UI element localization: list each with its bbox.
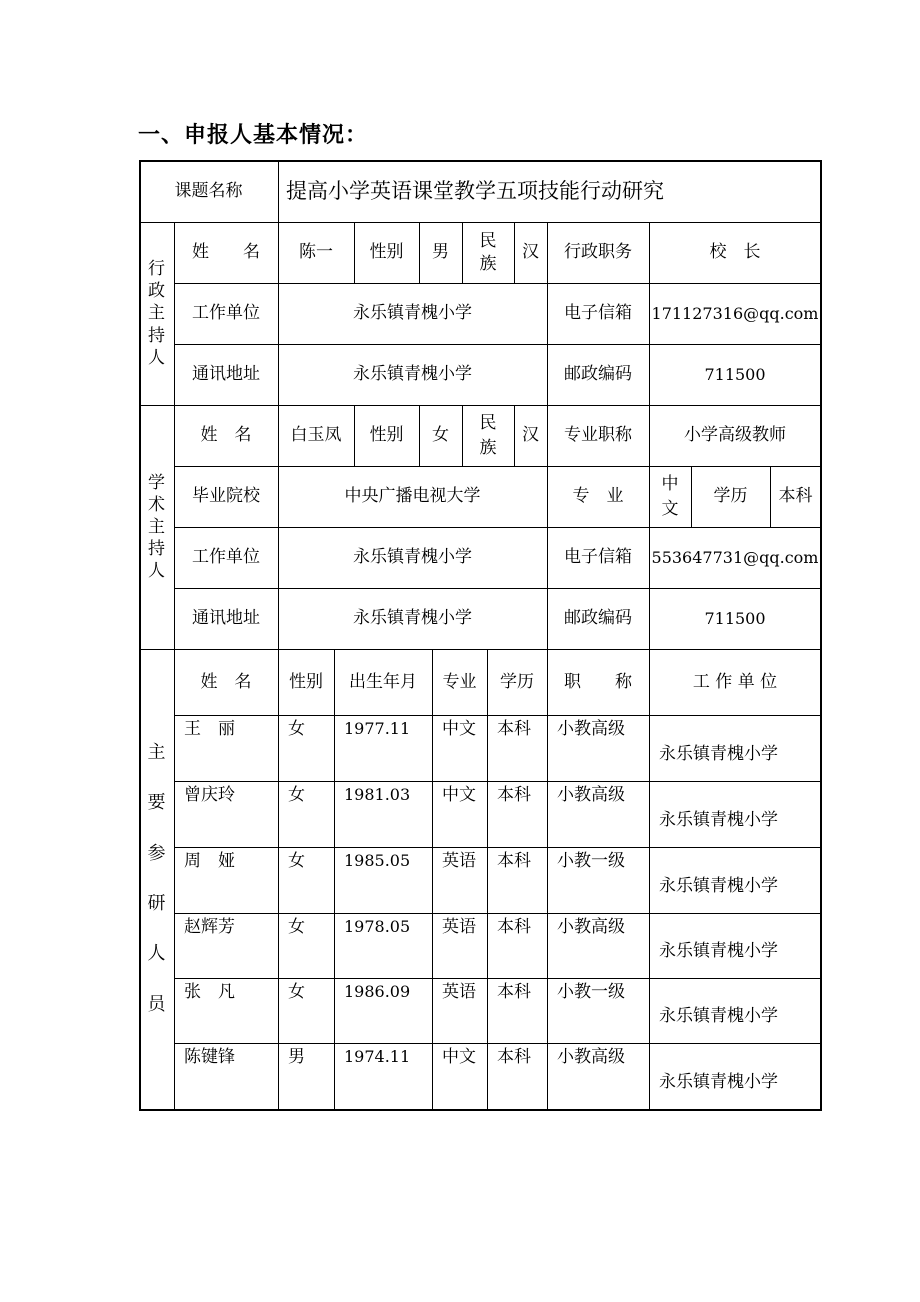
academic-postcode-label: 邮政编码 — [564, 608, 632, 629]
academic-host-label-char: 持 — [148, 539, 165, 560]
academic-email-label: 电子信箱 — [564, 547, 632, 568]
section-heading: 一、申报人基本情况： — [138, 123, 369, 148]
academic-name-value: 白玉凤 — [290, 425, 342, 446]
member-gender: 女 — [288, 982, 305, 1002]
academic-school-label: 毕业院校 — [192, 486, 260, 507]
admin-host-label-char: 行 — [148, 259, 165, 280]
academic-host-label-char: 主 — [148, 516, 165, 537]
member-gender: 女 — [288, 785, 305, 805]
member-birth: 1985.05 — [344, 851, 411, 870]
members-label — [139, 649, 174, 1109]
members-label-char: 参 — [147, 842, 166, 864]
member-degree: 本科 — [497, 982, 531, 1002]
member-title: 小教一级 — [557, 851, 625, 871]
admin-email-label: 电子信箱 — [564, 303, 632, 324]
admin-name-label: 姓 名 — [192, 242, 260, 263]
member-gender: 男 — [288, 1047, 305, 1067]
admin-host-label-char: 持 — [148, 325, 165, 346]
header-degree: 学历 — [500, 671, 534, 692]
member-workplace: 永乐镇青槐小学 — [659, 1071, 778, 1092]
admin-postcode-label: 邮政编码 — [564, 364, 632, 385]
member-major: 英语 — [442, 982, 476, 1002]
members-label-char: 主 — [147, 741, 166, 763]
admin-email-value: 171127316@qq.com — [651, 303, 819, 323]
members-label-char: 要 — [147, 792, 166, 814]
admin-host-label-char: 政 — [148, 281, 165, 302]
admin-position-label: 行政职务 — [564, 242, 632, 263]
member-major: 英语 — [442, 917, 476, 937]
member-name: 赵辉芳 — [184, 917, 235, 937]
header-major: 专业 — [442, 671, 477, 692]
header-name: 姓 名 — [200, 671, 252, 692]
member-gender: 女 — [288, 719, 305, 739]
member-name: 王 丽 — [184, 719, 235, 739]
member-birth: 1981.03 — [344, 785, 411, 804]
member-workplace: 永乐镇青槐小学 — [659, 1006, 778, 1027]
admin-position-value: 校 长 — [709, 242, 761, 263]
member-birth: 1986.09 — [344, 982, 411, 1001]
member-degree: 本科 — [497, 1047, 531, 1067]
admin-ethnic-value: 汉 — [522, 242, 539, 263]
member-birth: 1974.11 — [344, 1047, 411, 1066]
academic-major-label: 专 业 — [572, 486, 624, 507]
grid-line-horizontal — [139, 1109, 822, 1111]
admin-name-value: 陈一 — [299, 242, 333, 263]
member-title: 小教高级 — [557, 719, 625, 739]
academic-ethnic-label: 民族 — [479, 412, 497, 458]
academic-gender-value: 女 — [432, 425, 449, 446]
member-major: 中文 — [442, 1047, 476, 1067]
member-birth: 1977.11 — [344, 719, 411, 738]
members-label-char: 研 — [147, 893, 166, 914]
member-title: 小教高级 — [557, 917, 625, 937]
academic-major-value: 中文 — [661, 473, 679, 519]
member-workplace: 永乐镇青槐小学 — [659, 941, 778, 962]
member-workplace: 永乐镇青槐小学 — [659, 743, 778, 764]
academic-host-label-char: 人 — [148, 561, 165, 582]
member-name: 曾庆玲 — [184, 785, 235, 805]
member-degree: 本科 — [497, 851, 531, 871]
member-title: 小教一级 — [557, 982, 625, 1002]
academic-address-label: 通讯地址 — [192, 608, 260, 629]
member-title: 小教高级 — [557, 1047, 625, 1067]
academic-host-label — [139, 405, 174, 649]
academic-host-label-char: 术 — [148, 494, 165, 515]
academic-host-label-char: 学 — [148, 472, 165, 493]
member-title: 小教高级 — [557, 785, 625, 805]
academic-email-value: 553647731@qq.com — [651, 547, 819, 567]
academic-degree-label: 学历 — [713, 486, 748, 507]
member-gender: 女 — [288, 851, 305, 871]
academic-degree-value: 本科 — [778, 486, 813, 507]
project-name-value: 提高小学英语课堂教学五项技能行动研究 — [286, 178, 664, 203]
academic-workplace-value: 永乐镇青槐小学 — [353, 547, 472, 568]
academic-gender-label: 性别 — [369, 425, 404, 446]
admin-address-label: 通讯地址 — [192, 364, 260, 385]
member-workplace: 永乐镇青槐小学 — [659, 809, 778, 830]
header-workplace: 工 作 单 位 — [692, 671, 778, 692]
academic-ethnic-value: 汉 — [522, 425, 539, 446]
academic-school-value: 中央广播电视大学 — [344, 486, 481, 507]
admin-gender-label: 性别 — [369, 242, 404, 263]
academic-workplace-label: 工作单位 — [192, 547, 260, 568]
admin-workplace-label: 工作单位 — [192, 303, 260, 324]
member-gender: 女 — [288, 917, 305, 937]
admin-host-label-char: 人 — [148, 347, 165, 368]
member-birth: 1978.05 — [344, 917, 411, 936]
academic-title-label: 专业职称 — [564, 425, 632, 446]
admin-workplace-value: 永乐镇青槐小学 — [353, 303, 472, 324]
members-label-char: 人 — [147, 943, 166, 965]
member-name: 陈键锋 — [184, 1047, 235, 1067]
member-name: 张 凡 — [184, 982, 235, 1002]
member-major: 中文 — [442, 719, 476, 739]
header-title: 职 称 — [564, 671, 632, 692]
member-degree: 本科 — [497, 917, 531, 937]
member-degree: 本科 — [497, 719, 531, 739]
member-name: 周 娅 — [184, 851, 235, 871]
member-major: 英语 — [442, 851, 476, 871]
member-major: 中文 — [442, 785, 476, 805]
admin-gender-value: 男 — [432, 242, 449, 263]
admin-address-value: 永乐镇青槐小学 — [353, 364, 472, 385]
admin-postcode-value: 711500 — [704, 364, 766, 384]
members-label-char: 员 — [147, 993, 166, 1015]
header-gender: 性别 — [289, 671, 323, 692]
project-name-label: 课题名称 — [174, 180, 243, 201]
academic-name-label: 姓 名 — [200, 425, 252, 446]
academic-address-value: 永乐镇青槐小学 — [353, 608, 472, 629]
member-degree: 本科 — [497, 785, 531, 805]
admin-host-label — [139, 222, 174, 405]
academic-title-value: 小学高级教师 — [684, 425, 786, 446]
admin-host-label-char: 主 — [148, 303, 165, 324]
member-workplace: 永乐镇青槐小学 — [659, 875, 778, 896]
header-birth: 出生年月 — [349, 671, 417, 692]
admin-ethnic-label: 民族 — [479, 231, 497, 274]
academic-postcode-value: 711500 — [704, 608, 766, 628]
